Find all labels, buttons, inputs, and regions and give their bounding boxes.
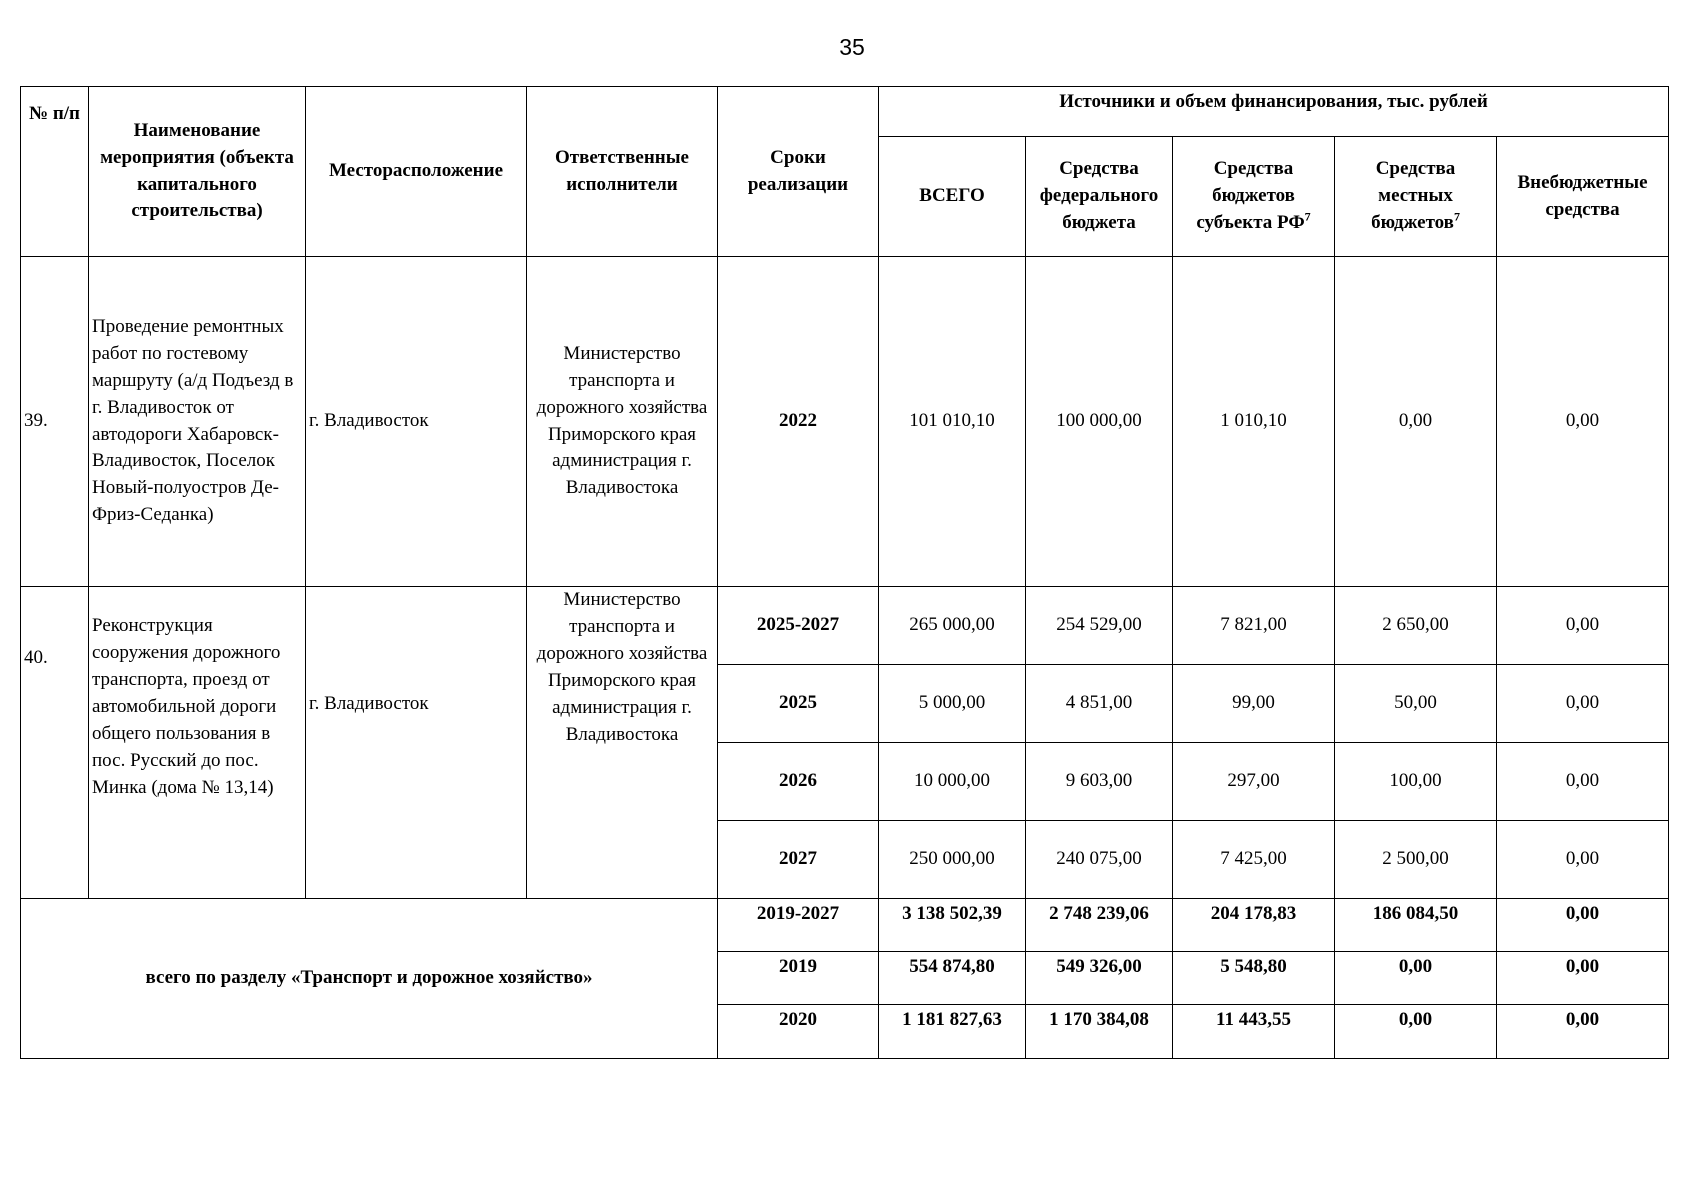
local-cell: 100,00 bbox=[1335, 743, 1497, 821]
period-cell: 2027 bbox=[718, 821, 879, 899]
total-cell: 10 000,00 bbox=[879, 743, 1026, 821]
header-responsible: Ответственные исполнители bbox=[527, 87, 718, 257]
header-row-1 bbox=[21, 87, 1669, 137]
period-cell: 2022 bbox=[718, 257, 879, 587]
header-name: Наименование мероприятия (объекта капитального строительства) bbox=[89, 87, 306, 257]
period-cell: 2019 bbox=[718, 952, 879, 1005]
local-cell: 2 500,00 bbox=[1335, 821, 1497, 899]
local-cell: 0,00 bbox=[1335, 257, 1497, 587]
extra-cell: 0,00 bbox=[1497, 257, 1669, 587]
event-location: г. Владивосток bbox=[306, 257, 527, 587]
header-local-label: Средства местных бюджетов bbox=[1371, 158, 1456, 233]
subject-cell: 5 548,80 bbox=[1173, 952, 1335, 1005]
local-cell: 186 084,50 bbox=[1335, 899, 1497, 952]
total-cell: 5 000,00 bbox=[879, 665, 1026, 743]
header-subject bbox=[1173, 137, 1335, 257]
header-extra: Внебюджетные средства bbox=[1497, 137, 1669, 257]
period-cell: 2026 bbox=[718, 743, 879, 821]
header-funding-group: Источники и объем финансирования, тыс. рублей bbox=[879, 87, 1669, 137]
funding-table bbox=[20, 86, 1669, 1059]
table-row bbox=[21, 587, 1669, 665]
subject-cell: 7 425,00 bbox=[1173, 821, 1335, 899]
row-number: 39. bbox=[21, 257, 89, 587]
local-cell: 0,00 bbox=[1335, 952, 1497, 1005]
summary-row bbox=[21, 899, 1669, 952]
federal-cell: 240 075,00 bbox=[1026, 821, 1173, 899]
extra-cell: 0,00 bbox=[1497, 899, 1669, 952]
footnote-marker: 7 bbox=[1453, 209, 1460, 224]
subject-cell: 11 443,55 bbox=[1173, 1005, 1335, 1059]
header-subject-label: Средства бюджетов субъекта РФ bbox=[1196, 158, 1305, 233]
federal-cell: 2 748 239,06 bbox=[1026, 899, 1173, 952]
extra-cell: 0,00 bbox=[1497, 665, 1669, 743]
event-responsible: Министерство транспорта и дорожного хозяйства Приморского края администрация г. Владивостока bbox=[527, 257, 718, 587]
local-cell: 0,00 bbox=[1335, 1005, 1497, 1059]
row-number: 40. bbox=[21, 587, 89, 899]
header-location: Месторасположение bbox=[306, 87, 527, 257]
period-cell: 2025 bbox=[718, 665, 879, 743]
total-cell: 1 181 827,63 bbox=[879, 1005, 1026, 1059]
header-num: № п/п bbox=[21, 87, 89, 257]
extra-cell: 0,00 bbox=[1497, 587, 1669, 665]
extra-cell: 0,00 bbox=[1497, 952, 1669, 1005]
total-cell: 3 138 502,39 bbox=[879, 899, 1026, 952]
local-cell: 2 650,00 bbox=[1335, 587, 1497, 665]
subject-cell: 7 821,00 bbox=[1173, 587, 1335, 665]
subject-cell: 99,00 bbox=[1173, 665, 1335, 743]
event-name: Проведение ремонтных работ по гостевому маршруту (а/д Подъезд в г. Владивосток от автодороги Хабаровск-Владивосток, Поселок Новый-полуостров Де-Фриз-Седанка) bbox=[89, 257, 306, 587]
event-location: г. Владивосток bbox=[306, 587, 527, 899]
header-federal: Средства федерального бюджета bbox=[1026, 137, 1173, 257]
extra-cell: 0,00 bbox=[1497, 743, 1669, 821]
footnote-marker: 7 bbox=[1304, 209, 1311, 224]
header-total: ВСЕГО bbox=[879, 137, 1026, 257]
subject-cell: 297,00 bbox=[1173, 743, 1335, 821]
page-number: 35 bbox=[839, 34, 865, 60]
federal-cell: 254 529,00 bbox=[1026, 587, 1173, 665]
federal-cell: 1 170 384,08 bbox=[1026, 1005, 1173, 1059]
federal-cell: 100 000,00 bbox=[1026, 257, 1173, 587]
federal-cell: 9 603,00 bbox=[1026, 743, 1173, 821]
event-name: Реконструкция сооружения дорожного транспорта, проезд от автомобильной дороги общего пользования в пос. Русский до пос. Минка (дома № 13,14) bbox=[89, 587, 306, 899]
subject-cell: 1 010,10 bbox=[1173, 257, 1335, 587]
extra-cell: 0,00 bbox=[1497, 1005, 1669, 1059]
period-cell: 2020 bbox=[718, 1005, 879, 1059]
summary-label: всего по разделу «Транспорт и дорожное хозяйство» bbox=[21, 899, 718, 1059]
subject-cell: 204 178,83 bbox=[1173, 899, 1335, 952]
period-cell: 2025-2027 bbox=[718, 587, 879, 665]
total-cell: 265 000,00 bbox=[879, 587, 1026, 665]
header-period: Сроки реализации bbox=[718, 87, 879, 257]
total-cell: 554 874,80 bbox=[879, 952, 1026, 1005]
federal-cell: 4 851,00 bbox=[1026, 665, 1173, 743]
header-local bbox=[1335, 137, 1497, 257]
period-cell: 2019-2027 bbox=[718, 899, 879, 952]
extra-cell: 0,00 bbox=[1497, 821, 1669, 899]
total-cell: 250 000,00 bbox=[879, 821, 1026, 899]
federal-cell: 549 326,00 bbox=[1026, 952, 1173, 1005]
total-cell: 101 010,10 bbox=[879, 257, 1026, 587]
event-responsible: Министерство транспорта и дорожного хозяйства Приморского края администрация г. Владивостока bbox=[527, 587, 718, 899]
table-row bbox=[21, 257, 1669, 587]
local-cell: 50,00 bbox=[1335, 665, 1497, 743]
